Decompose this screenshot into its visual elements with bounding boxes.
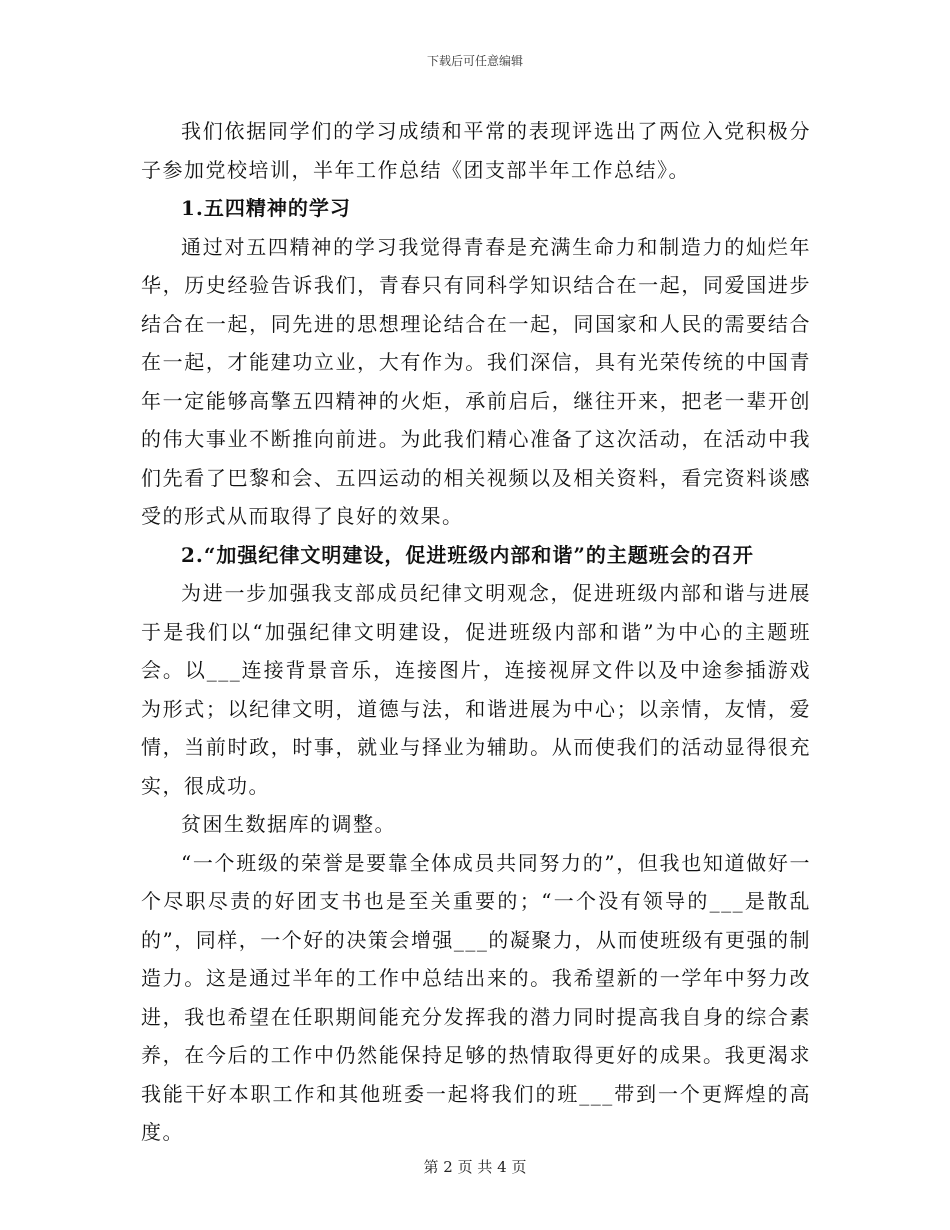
page-number: 第 2 页 共 4 页: [423, 1158, 527, 1176]
paragraph-may-fourth: 通过对五四精神的学习我觉得青春是充满生命力和制造力的灿烂年华，历史经验告诉我们，青春只有同科学知识结合在一起，同爱国进步结合在一起，同先进的思想理论结合在一起，同国家和人民的需要结合在一起，才能建功立业，大有作为。我们深信，具有光荣传统的中国青年一定能够高擎五四精神的火炬，承前启后，继往开来，把老一辈开创的伟大事业不断推向前进。为此我们精心准备了这次活动，在活动中我们先看了巴黎和会、五四运动的相关视频以及相关资料，看完资料谈感受的形式从而取得了良好的效果。: [141, 234, 811, 528]
paragraph-class-meeting: 为进一步加强我支部成员纪律文明观念，促进班级内部和谐与进展于是我们以“加强纪律文明建设，促进班级内部和谐”为中心的主题班会。以___连接背景音乐，连接图片，连接视屏文件以及中途参插游戏为形式；以纪律文明，道德与法，和谐进展为中心；以亲情，友情，爱情，当前时政，时事，就业与择业为辅助。从而使我们的活动显得很充实，很成功。: [141, 581, 811, 798]
paragraph-intro: 我们依据同学们的学习成绩和平常的表现评选出了两位入党积极分子参加党校培训，半年工作总结《团支部半年工作总结》。: [141, 119, 811, 182]
page-header-note: 下载后可任意编辑: [426, 54, 523, 68]
section-heading-may-fourth: 1.五四精神的学习: [181, 196, 351, 220]
document-body: [141, 112, 811, 1152]
paragraph-conclusion: “一个班级的荣誉是要靠全体成员共同努力的”，但我也知道做好一个尽职尽责的好团支书也是至关重要的；“一个没有领导的___是散乱的”，同样，一个好的决策会增强___的凝聚力，从而使班级有更强的制造力。这是通过半年的工作中总结出来的。我希望新的一学年中努力改进，我也希望在任职期间能充分发挥我的潜力同时提高我自身的综合素养，在今后的工作中仍然能保持足够的热情取得更好的成果。我更渴求我能干好本职工作和其他班委一起将我们的班___带到一个更辉煌的高度。: [141, 850, 811, 1144]
section-heading-class-meeting: 2.“加强纪律文明建设，促进班级内部和谐”的主题班会的召开: [181, 542, 754, 567]
paragraph-database: 贫困生数据库的调整。: [181, 812, 396, 836]
